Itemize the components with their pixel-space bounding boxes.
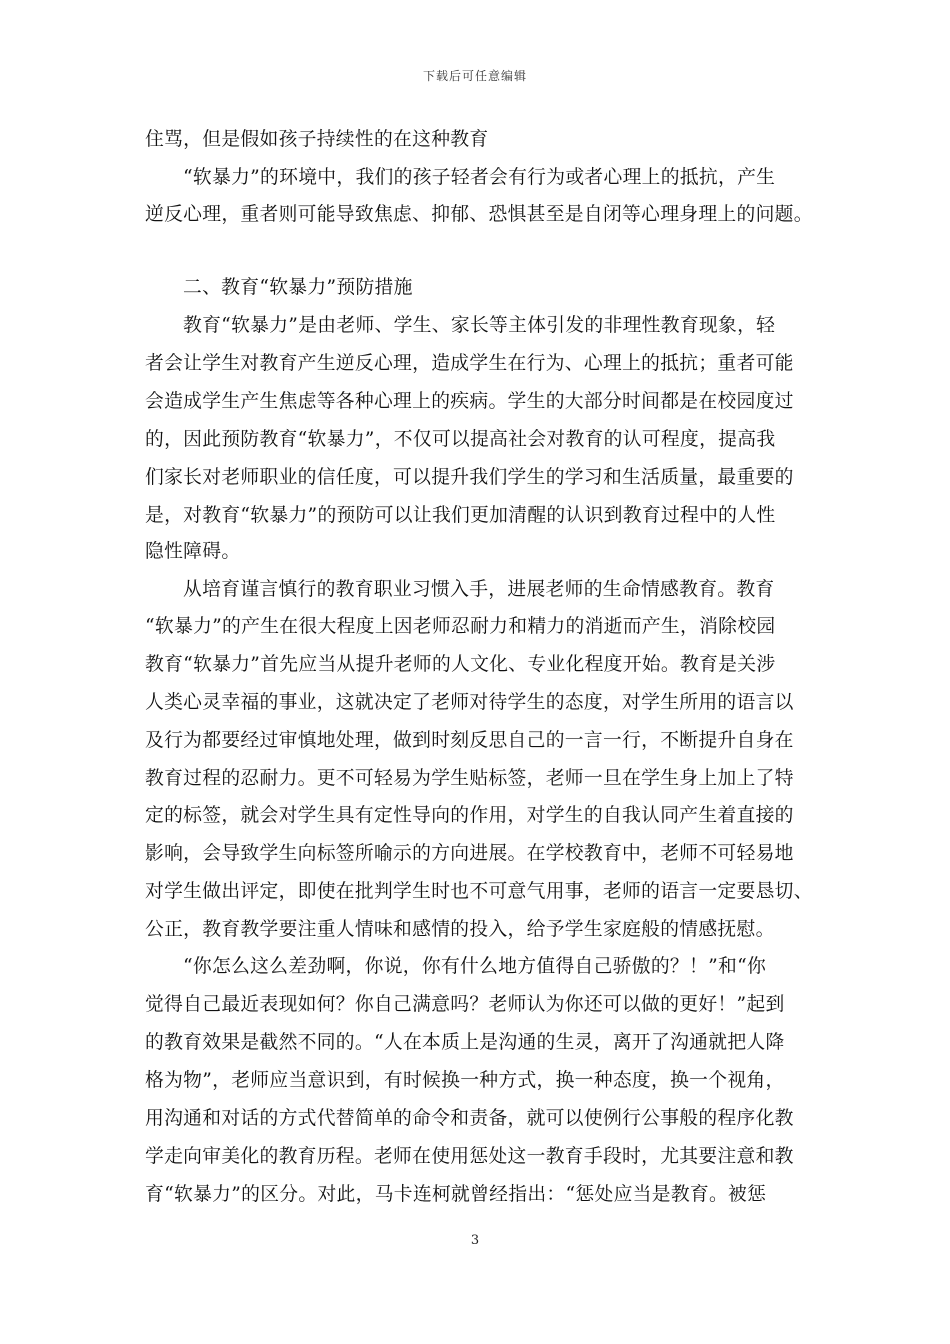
body-line: 住骂，但是假如孩子持续性的在这种教育 xyxy=(145,129,489,150)
body-line: 对学生做出评定，即使在批判学生时也不可意气用事，老师的语言一定要恳切、 xyxy=(145,881,813,902)
body-line: 从培育谨言慎行的教育职业习惯入手，进展老师的生命情感教育。教育 xyxy=(183,579,775,600)
body-line: 定的标签，就会对学生具有定性导向的作用，对学生的自我认同产生着直接的 xyxy=(145,805,794,826)
body-line: 人类心灵幸福的事业，这就决定了老师对待学生的态度，对学生所用的语言以 xyxy=(145,692,794,713)
body-line: 影响，会导致学生向标签所喻示的方向进展。在学校教育中，老师不可轻易地 xyxy=(145,843,794,864)
page-header: 下载后可任意编辑 xyxy=(422,69,527,83)
body-line: 教育“软暴力”是由老师、学生、家长等主体引发的非理性教育现象，轻 xyxy=(183,315,776,336)
body-line: 教育“软暴力”首先应当从提升老师的人文化、专业化程度开始。教育是关涉 xyxy=(145,654,776,675)
body-line: 的，因此预防教育“软暴力”，不仅可以提高社会对教育的认可程度，提高我 xyxy=(145,429,776,450)
body-line: 逆反心理，重者则可能导致焦虑、抑郁、恐惧甚至是自闭等心理身理上的问题。 xyxy=(145,204,813,225)
body-line: “你怎么这么差劲啊，你说，你有什么地方值得自己骄傲的？！”和“你 xyxy=(183,956,767,977)
body-line: 格为物”，老师应当意识到，有时候换一种方式，换一种态度，换一个视角， xyxy=(145,1070,785,1091)
section-heading: 二、教育“软暴力”预防措施 xyxy=(183,277,413,298)
body-line: 学走向审美化的教育历程。老师在使用惩处这一教育手段时，尤其要注意和教 xyxy=(145,1146,794,1167)
body-line: 是，对教育“软暴力”的预防可以让我们更加清醒的认识到教育过程中的人性 xyxy=(145,505,776,526)
body-line: 用沟通和对话的方式代替简单的命令和责备，就可以使例行公事般的程序化教 xyxy=(145,1108,794,1129)
body-line: 的教育效果是截然不同的。“人在本质上是沟通的生灵，离开了沟通就把人降 xyxy=(145,1032,785,1053)
body-line: 公正，教育教学要注重人情味和感情的投入，给予学生家庭般的情感抚慰。 xyxy=(145,919,775,940)
body-line: 觉得自己最近表现如何？你自己满意吗？老师认为你还可以做的更好！”起到 xyxy=(145,994,785,1015)
body-line: 教育过程的忍耐力。更不可轻易为学生贴标签，老师一旦在学生身上加上了特 xyxy=(145,768,794,789)
body-line: 者会让学生对教育产生逆反心理，造成学生在行为、心理上的抵抗；重者可能 xyxy=(145,353,794,374)
body-line: 们家长对老师职业的信任度，可以提升我们学生的学习和生活质量，最重要的 xyxy=(145,467,794,488)
body-line: 及行为都要经过审慎地处理，做到时刻反思自己的一言一行，不断提升自身在 xyxy=(145,730,794,751)
body-line: 隐性障碍。 xyxy=(145,541,241,562)
body-line: 育“软暴力”的区分。对此，马卡连柯就曾经指出：“惩处应当是教育。被惩 xyxy=(145,1184,767,1205)
body-line: “软暴力”的产生在很大程度上因老师忍耐力和精力的消逝而产生，消除校园 xyxy=(145,616,776,637)
body-line: 会造成学生产生焦虑等各种心理上的疾病。学生的大部分时间都是在校园度过 xyxy=(145,391,794,412)
page-number: 3 xyxy=(470,1233,480,1248)
body-line: “软暴力”的环境中，我们的孩子轻者会有行为或者心理上的抵抗，产生 xyxy=(183,167,776,188)
